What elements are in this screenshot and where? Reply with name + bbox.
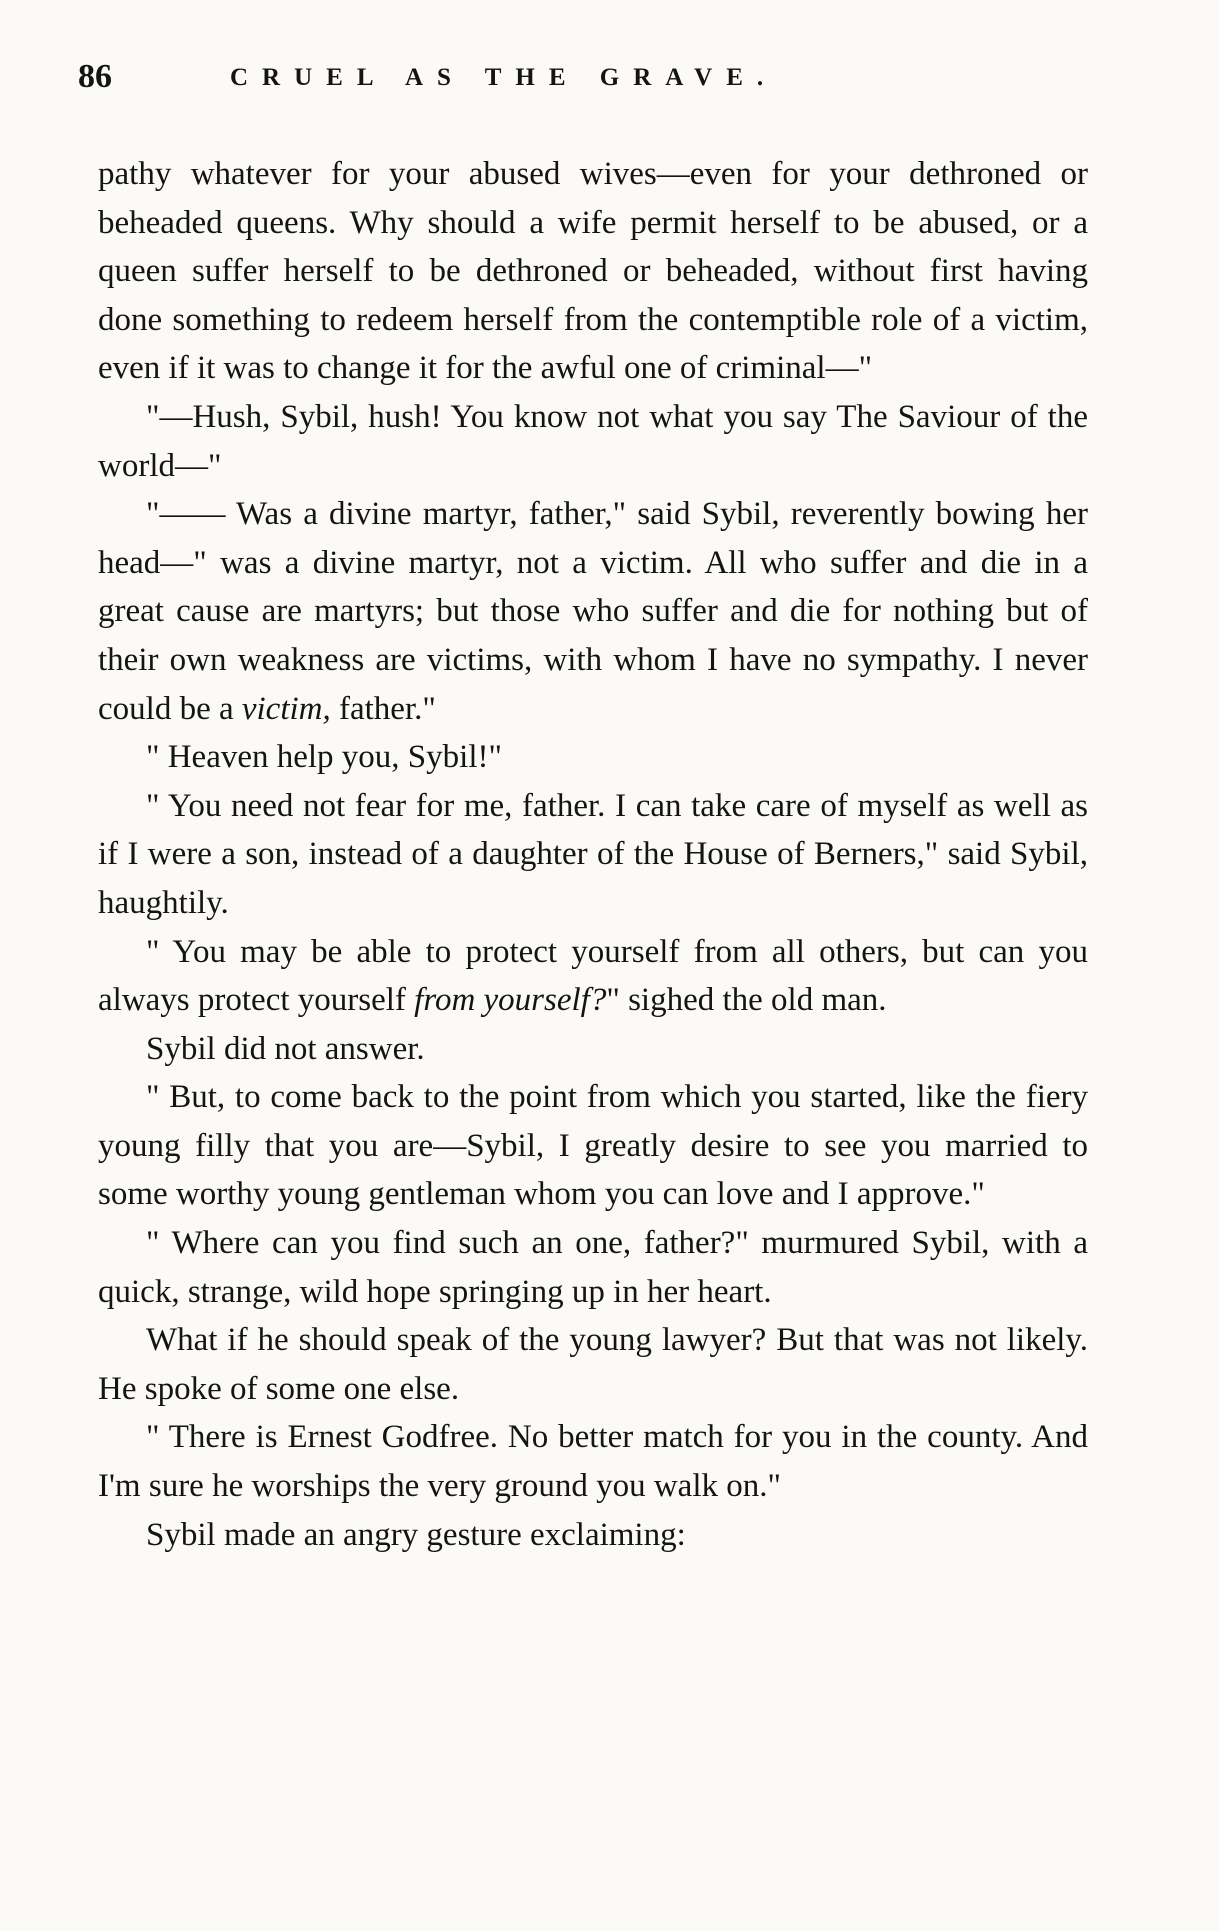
body-text	[98, 150, 1088, 1559]
paragraph-p6: " You may be able to protect yourself from all others, but can you always protect yourself from yourself?" sighed the old man.	[98, 933, 1088, 1019]
page-header	[78, 56, 938, 106]
paragraph-p11: " There is Ernest Godfree. No better match for you in the county. And I'm sure he worships the very ground you walk on."	[98, 1419, 1088, 1505]
paragraph-p9: " Where can you find such an one, father?" murmured Sybil, with a quick, strange, wild hope springing up in her heart.	[98, 1225, 1088, 1310]
emphasis-text: from yourself?	[414, 982, 607, 1019]
paragraph-p12: Sybil made an angry gesture exclaiming:	[146, 1516, 686, 1553]
paragraph-p10: What if he should speak of the young lawyer? But that was not likely. He spoke of some one else.	[98, 1322, 1088, 1407]
paragraph-p1: pathy whatever for your abused wives—even for your dethroned or beheaded queens. Why should a wife permit herself to be abused, or a queen suffer herself to be dethroned or beheaded, without first having done something to redeem herself from the contemptible role of a victim, even if it was to change it for the awful one of criminal—"	[98, 156, 1088, 387]
paragraph-p2: "—Hush, Sybil, hush! You know not what you say The Saviour of the world—"	[98, 398, 1088, 484]
paragraph-p3: "—— Was a divine martyr, father," said Sybil, reverently bowing her head—" was a divine martyr, not a victim. All who suffer and die in a great cause are martyrs; but those who suffer and die for nothing but of their own weakness are victims, with whom I have no sympathy. I never could be a victim, father."	[98, 496, 1088, 727]
paragraph-p8: " But, to come back to the point from which you started, like the fiery young filly that you are—Sybil, I greatly desire to see you married to some worthy young gentleman whom you can love and I approve."	[98, 1079, 1088, 1213]
paragraph-p7: Sybil did not answer.	[146, 1030, 425, 1067]
page-number: 86	[78, 58, 112, 95]
paragraph-p5: " You need not fear for me, father. I can take care of myself as well as if I were a son, instead of a daughter of the House of Berners," said Sybil, haughtily.	[98, 787, 1088, 921]
emphasis-text: victim,	[241, 690, 331, 727]
running-head: CRUEL AS THE GRAVE.	[230, 64, 778, 91]
paragraph-p4: " Heaven help you, Sybil!"	[146, 739, 502, 776]
